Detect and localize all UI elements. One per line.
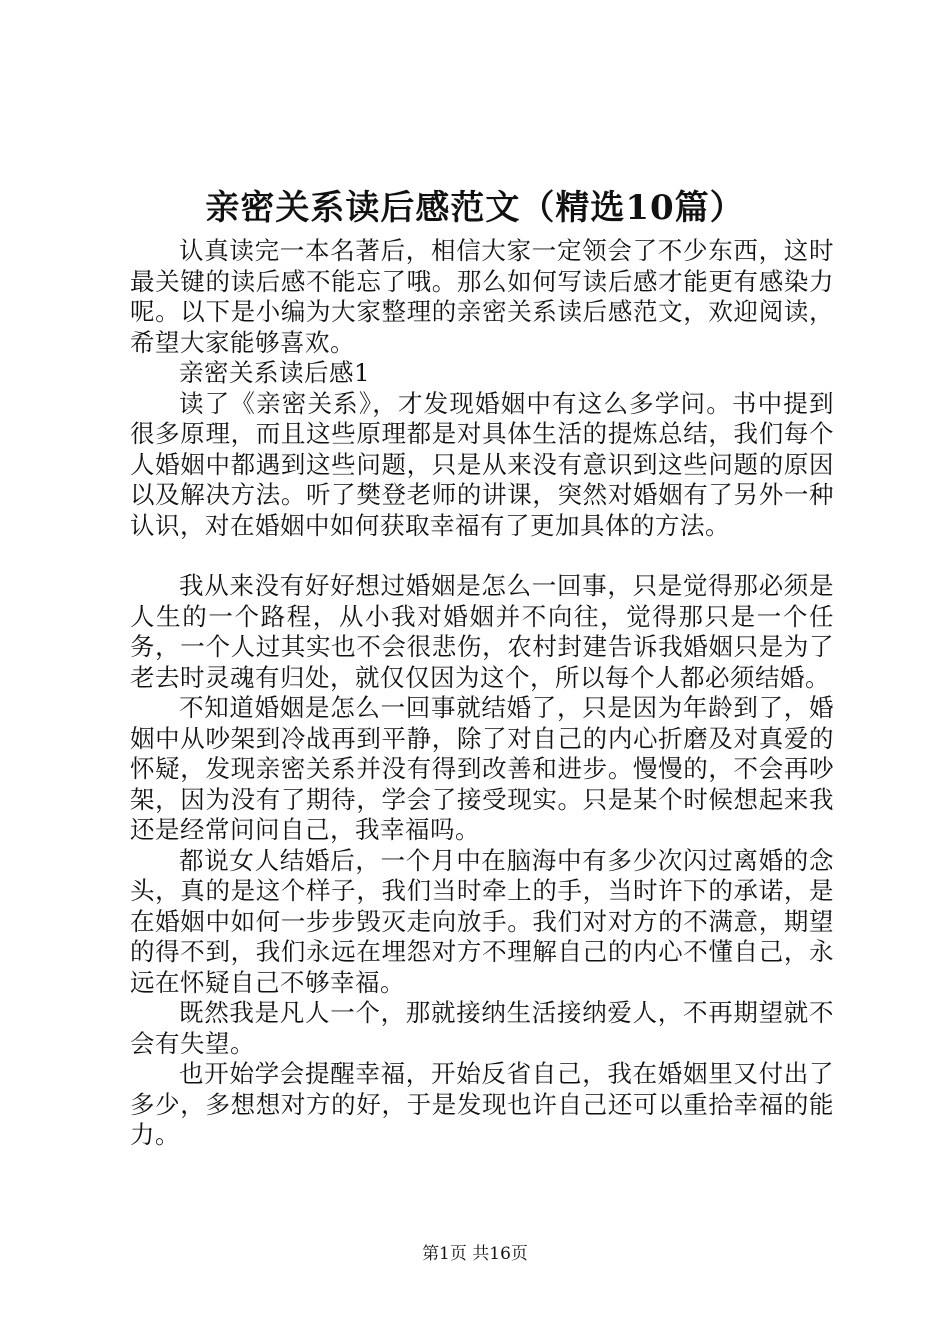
- intro-paragraph: 认真读完一本名著后，相信大家一定领会了不少东西，这时最关键的读后感不能忘了哦。那么如何写读后感才能更有感染力呢。以下是小编为大家整理的亲密关系读后感范文，欢迎阅读，希望大家能够喜欢。: [130, 236, 834, 357]
- document-title: 亲密关系读后感范文（精选10篇）: [205, 188, 745, 228]
- page-number-footer: 第1页 共16页: [422, 1244, 528, 1264]
- body-paragraph: 读了《亲密关系》，才发现婚姻中有这么多学问。书中提到很多原理，而且这些原理都是对具体生活的提炼总结，我们每个人婚姻中都遇到这些问题，只是从来没有意识到这些问题的原因以及解决方法。听了樊登老师的讲课，突然对婚姻有了另外一种认识，对在婚姻中如何获取幸福有了更加具体的方法。: [130, 388, 834, 540]
- body-paragraph: 我从来没有好好想过婚姻是怎么一回事，只是觉得那必须是人生的一个路程，从小我对婚姻并不向往，觉得那只是一个任务，一个人过其实也不会很悲伤，农村封建告诉我婚姻只是为了老去时灵魂有归处，就仅仅因为这个，所以每个人都必须结婚。: [130, 571, 834, 692]
- body-paragraph: 不知道婚姻是怎么一回事就结婚了，只是因为年龄到了，婚姻中从吵架到冷战再到平静，除了对自己的内心折磨及对真爱的怀疑，发现亲密关系并没有得到改善和进步。慢慢的，不会再吵架，因为没有了期待，学会了接受现实。只是某个时候想起来我还是经常问问自己，我幸福吗。: [130, 693, 834, 844]
- body-paragraph: 既然我是凡人一个，那就接纳生活接纳爱人，不再期望就不会有失望。: [130, 998, 834, 1058]
- body-paragraph: 也开始学会提醒幸福，开始反省自己，我在婚姻里又付出了多少，多想想对方的好，于是发现也许自己还可以重拾幸福的能力。: [130, 1059, 834, 1149]
- section-heading: 亲密关系读后感1: [179, 358, 371, 387]
- body-paragraph: 都说女人结婚后，一个月中在脑海中有多少次闪过离婚的念头，真的是这个样子，我们当时牵上的手，当时许下的承诺，是在婚姻中如何一步步毁灭走向放手。我们对对方的不满意，期望的得不到，我们永远在埋怨对方不理解自己的内心不懂自己，永远在怀疑自己不够幸福。: [130, 845, 834, 997]
- document-body: [130, 236, 834, 1151]
